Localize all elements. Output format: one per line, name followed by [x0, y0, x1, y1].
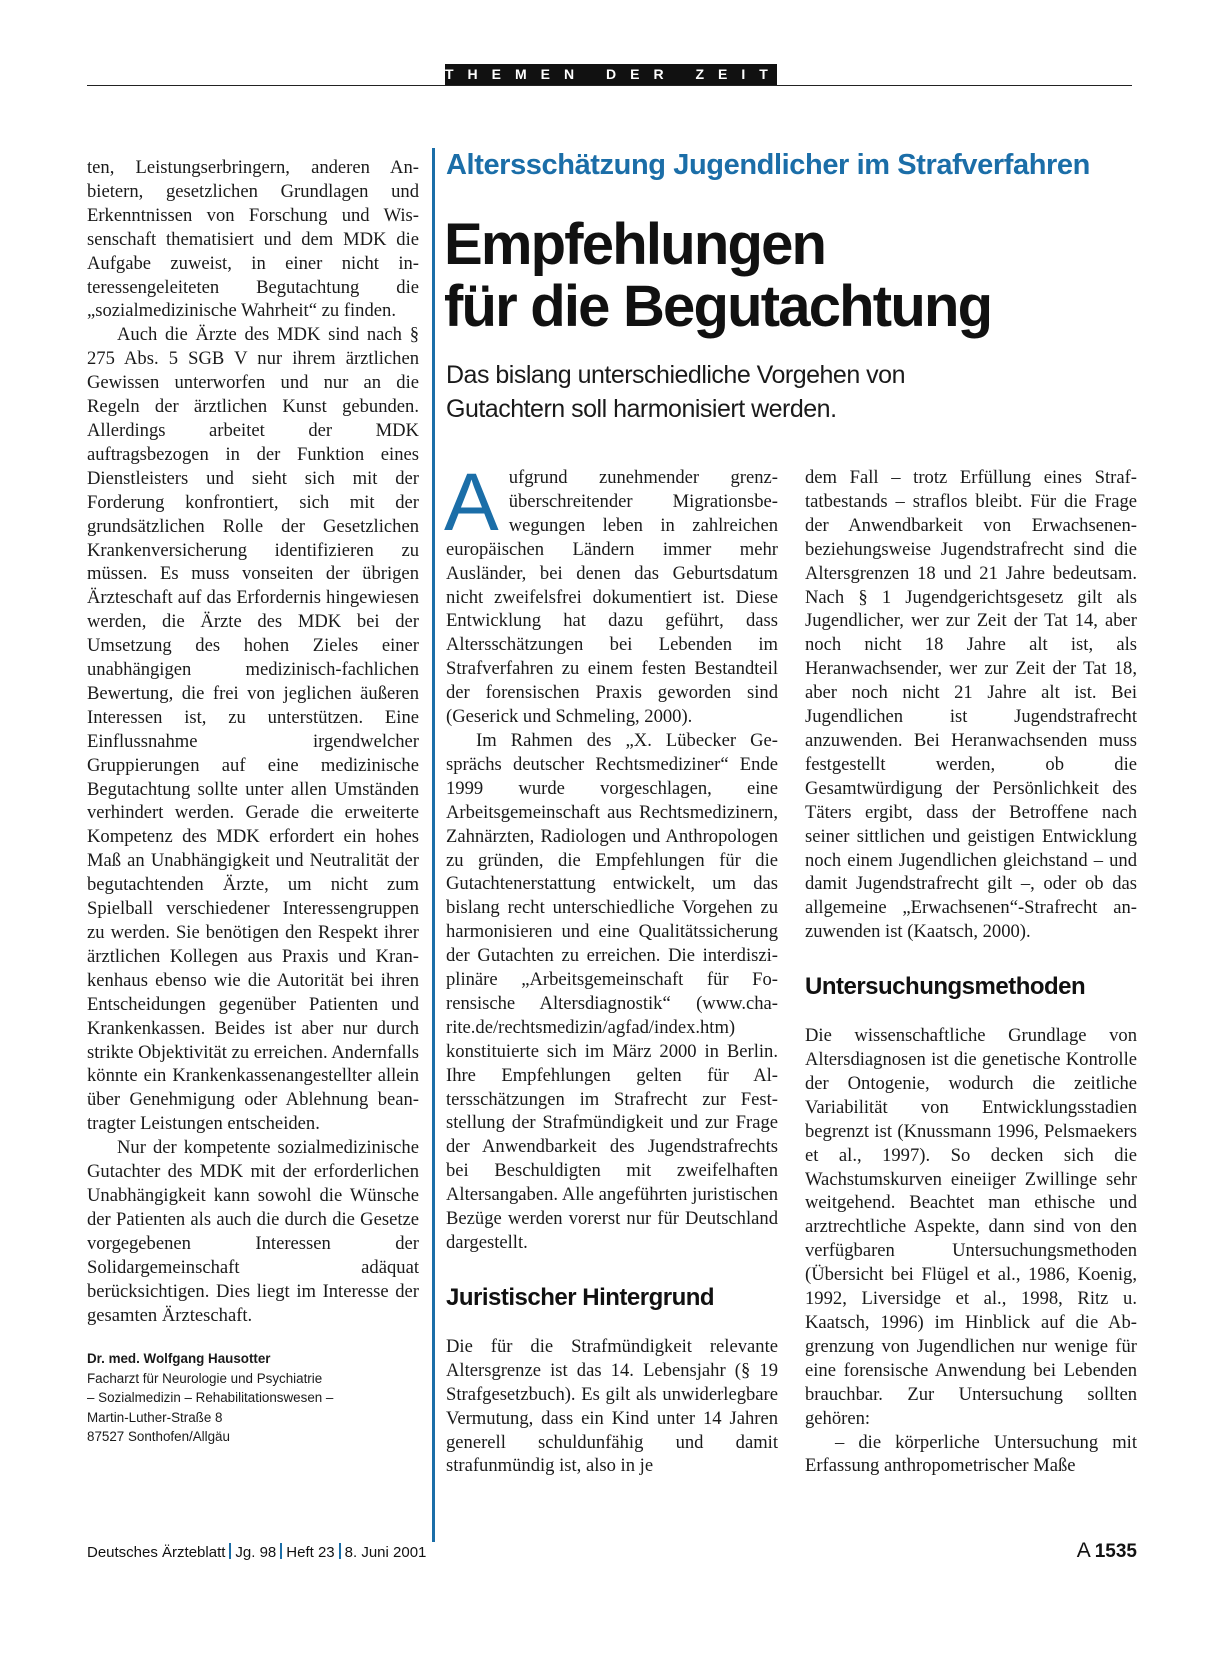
article-title-line-1: Empfehlungen	[444, 212, 826, 277]
left-paragraph-1: ten, Leistungserbringern, anderen Anbietern, gesetzlichen Grundlagen und Erkenntnissen von Forschung und Wissenschaft thematisiert und dem MDK die Aufgabe zuweist, in einer nicht interessengeleiteten Begutachtung die „sozialmedizinische Wahrheit“ zu finden.	[87, 157, 419, 322]
author-city: 87527 Sonthofen/Allgäu	[87, 1429, 230, 1445]
journal-issue: Heft 23	[286, 1544, 335, 1561]
journal-volume: Jg. 98	[235, 1544, 277, 1561]
drop-cap: A	[444, 457, 499, 548]
article-deck-line-1: Das bislang unterschiedliche Vorgehen von	[446, 361, 905, 389]
accent-vertical-rule	[432, 148, 435, 1542]
right-paragraph-2: Die wissenschaftliche Grundlage von Altersdiagnosen ist die genetische Kontrolle der Ontogenie, wodurch die zeitliche Variabilität von Entwicklungsstadien begrenzt ist (Knussmann 1996, Pelsmaekers et al., 1997). So decken sich die Wachstumskurven eineiiger Zwillinge sehr weitgehend. Beachtet man ethische und arztrechtliche Aspekte, dann sind von den verfügbaren Untersuchungsmethoden (Übersicht bei Flügel et al., 1986, Koenig, 1992, Liversidge et al., 1998, Ritz u. Kaatsch, 1996) im Hinblick auf die Abgrenzung von Jugendlichen nur wenige für eine forensische Anwendung bei Lebenden brauchbar. Zur Untersuchung sollten gehören:	[805, 1025, 1137, 1429]
left-paragraph-3: Nur der kompetente sozialmedizinische Gutachter des MDK mit der erforderlichen Unabhängigkeit kann sowohl die Wünsche der Patienten als auch die durch die Gesetze vorgegebenen Interessen der Solidargemeinschaft adäquat berücksichtigen. Dies liegt im Interesse der gesamten Ärzteschaft.	[87, 1137, 419, 1326]
middle-paragraph-3: Die für die Strafmündigkeit relevante Altersgrenze ist das 14. Lebensjahr (§ 19 Strafgesetzbuch). Es gilt als unwiderlegbare Vermutung, dass ein Kind unter 14 Jahren generell schuldunfähig und damit strafunmündig ist, also in je	[446, 1335, 778, 1477]
footer-separator	[280, 1543, 282, 1559]
author-title: Facharzt für Neurologie und Psychiatrie	[87, 1370, 323, 1386]
footer-citation	[87, 1542, 426, 1564]
article-title-line-2: für die Begutachtung	[444, 274, 992, 339]
page-prefix: A	[1076, 1539, 1091, 1562]
journal-name: Deutsches Ärzteblatt	[87, 1544, 226, 1561]
journal-date: 8. Juni 2001	[344, 1544, 427, 1561]
section-label: THEMEN DER ZEIT	[445, 64, 777, 85]
left-paragraph-2: Auch die Ärzte des MDK sind nach § 275 Abs. 5 SGB V nur ihrem ärztlichen Gewissen unterworfen und nur an die Regeln der ärztlichen Kunst gebunden. Allerdings arbeitet der MDK auftragsbezogen in der Funktion eines Dienstleisters und sieht sich mit der Forderung konfrontiert, sich mit der grundsätzlichen Rolle der Gesetzlichen Krankenversicherung identifizieren zu müssen. Es muss vonseiten der übrigen Ärzteschaft auf das Erfordernis hingewiesen werden, die Ärzte des MDK bei der Umsetzung des hohen Zieles einer unabhängigen medizinisch-fachlichen Bewertung, die frei von jeglichen äußeren Interessen ist, zu unterstützen. Eine Einflussnahme irgendwelcher Gruppierungen auf eine medizinische Begutachtung sollte unter allen Umständen verhindert werden. Gerade die erweiterte Kompetenz des MDK erfordert ein hohes Maß an Unabhängigkeit und Neutralität der begutachtenden Ärzte, um nicht zum Spielball verschiedener Interessengruppen zu werden. Sie benötigen den Respekt ihrer ärztlichen Kollegen aus Praxis und Krankenhaus ebenso wie die Autorität bei ihren Entscheidungen gegenüber Patienten und Krankenkassen. Beides ist aber nur durch strikte Objektivität zu erreichen. Andernfalls könnte ein Krankenkassenangestellter allein über Genehmigung oder Ablehnung beantragter Leistungen entscheiden.	[87, 324, 419, 1135]
middle-paragraph-1-text: ufgrund zunehmender grenzüberschreitender Migrationsbewegungen leben in zahlreichen europäischen Ländern immer mehr Ausländer, bei denen das Geburtsdatum nicht zweifelsfrei dokumentiert ist. Diese Entwicklung hat dazu geführt, dass Altersschätzungen bei Lebenden im Strafverfahren zu einem festen Bestandteil der forensischen Praxis geworden sind (Geserick und Schmeling, 2000).	[446, 467, 778, 728]
middle-paragraph-2: Im Rahmen des „X. Lübecker Gesprächs deutscher Rechtsmediziner“ Ende 1999 wurde vorgeschlagen, eine Arbeitsgemeinschaft aus Rechtsmedizinern, Zahnärzten, Radiologen und Anthropologen zu gründen, die Empfehlungen für die Gutachtenerstattung entwickelt, um das bislang recht unterschiedliche Vorgehen zu harmonisieren und eine Qualitätssicherung der Gutachten zu erreichen. Die interdisziplinäre „Arbeitsgemeinschaft für Forensische Altersdiagnostik“ (www.charite.de/rechtsmedizin/agfad/index.htm) konstituierte sich im März 2000 in Berlin. Ihre Empfehlungen gelten für Altersschätzungen im Strafrecht zur Feststellung der Strafmündigkeit und zur Frage der Anwendbarkeit des Jugendstrafrechts bei Beschuldigten mit zweifelhaften Altersangaben. Alle angeführten juristischen Bezüge werden vorerst nur für Deutschland dargestellt.	[446, 729, 778, 1253]
author-name: Dr. med. Wolfgang Hausotter	[87, 1351, 271, 1367]
author-street: Martin-Luther-Straße 8	[87, 1409, 223, 1425]
left-column	[87, 156, 419, 1447]
right-paragraph-1: dem Fall – trotz Erfüllung eines Straftatbestands – straflos bleibt. Für die Frage der Anwendbarkeit von Erwachsenen- beziehungsweise Jugendstrafrecht sind die Altersgrenzen 18 und 21 Jahre bedeutsam. Nach § 1 Jugendgerichtsgesetz gilt als Jugendlicher, wer zur Zeit der Tat 14, aber noch nicht 18 Jahre alt ist, als Heranwachsender, wer zur Zeit der Tat 18, aber noch nicht 21 Jahre alt ist. Bei Jugendlichen ist Jugendstrafrecht anzuwenden. Bei Heranwachsenden muss festgestellt werden, ob die Gesamtwürdigung der Persönlichkeit des Täters ergibt, dass der Betroffene nach seiner sittlichen und geistigen Entwicklung noch einem Jugendlichen gleichstand – und damit Jugendstrafrecht gilt –, oder ob das allgemeine „Erwachsenen“-Strafrecht anzuwenden ist (Kaatsch, 2000).	[805, 467, 1137, 943]
page-number	[1040, 1537, 1137, 1566]
page-number-value: 1535	[1094, 1541, 1137, 1562]
right-column	[805, 466, 1137, 1478]
author-block	[87, 1349, 419, 1447]
footer-separator	[229, 1543, 231, 1559]
article-deck-line-2: Gutachtern soll harmonisiert werden.	[446, 395, 837, 423]
middle-paragraph-1	[444, 457, 778, 729]
article-kicker: Altersschätzung Jugendlicher im Strafverfahren	[446, 149, 1090, 181]
footer-separator	[339, 1543, 341, 1559]
article-title	[444, 214, 1134, 338]
subheading-methods: Untersuchungsmethoden	[805, 973, 1086, 1001]
right-paragraph-3: – die körperliche Untersuchung mit Erfassung anthropometrischer Maße	[805, 1431, 1137, 1477]
subheading-legal-background: Juristischer Hintergrund	[446, 1283, 715, 1311]
article-deck	[446, 358, 1136, 426]
author-specialty: – Sozialmedizin – Rehabilitationswesen –	[87, 1390, 334, 1406]
middle-column	[444, 457, 778, 1478]
header-rule	[87, 85, 1132, 86]
